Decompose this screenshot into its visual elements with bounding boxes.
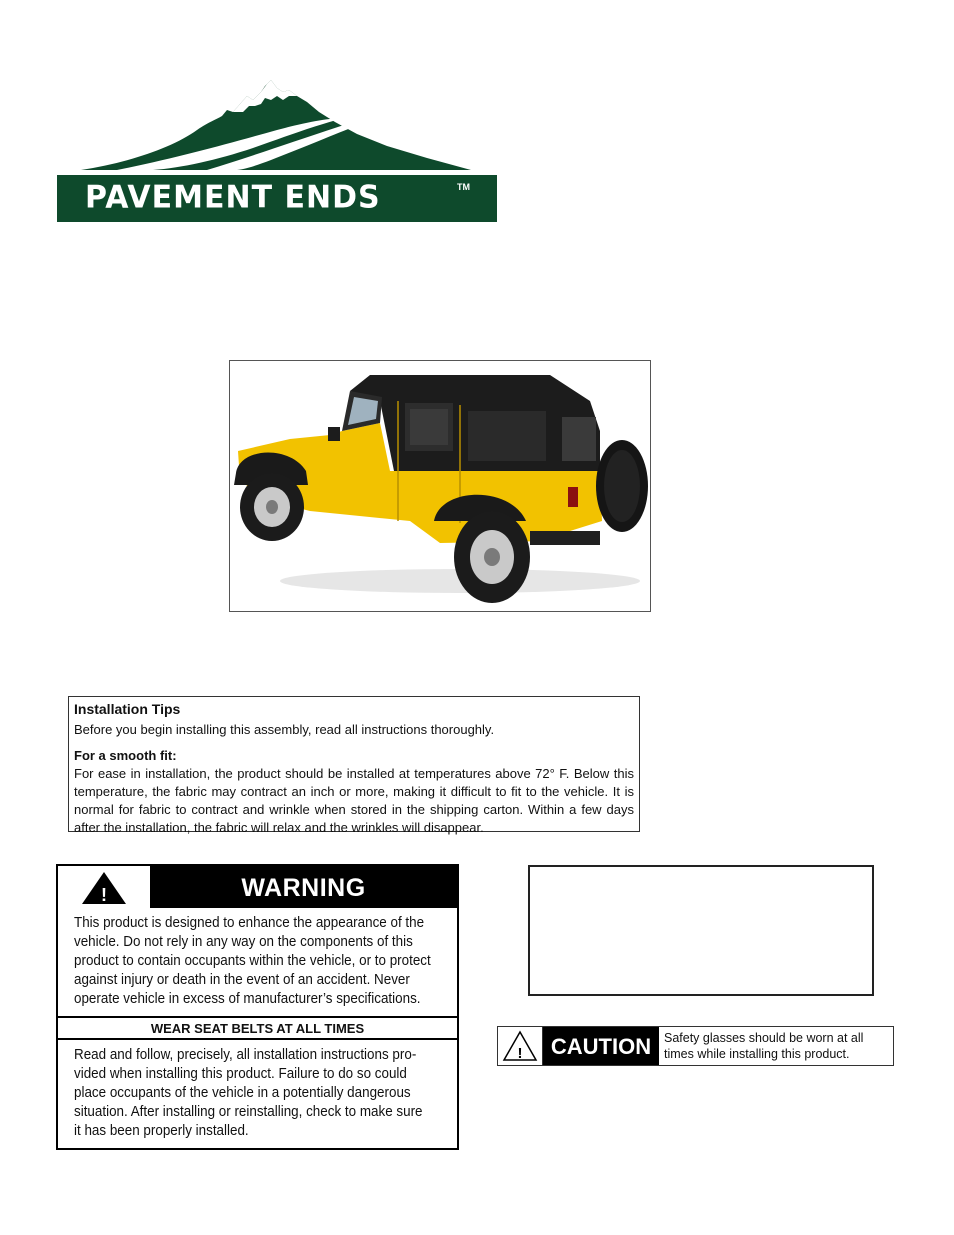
caution-triangle-icon	[498, 1027, 542, 1065]
warning-header	[58, 866, 457, 908]
blank-notice-box	[528, 865, 874, 996]
pavement-ends-logo	[57, 78, 497, 223]
tips-body: For ease in installation, the product should be installed at temperatures above 72° F. Below this temperature, the fabric may contract an inch or more, making it difficult to fit to the vehicle. It is normal for fabric to contract and wrinkle when stored in the shipping carton. Within a few days after the installation, the fabric will relax and the wrinkles will disappear.	[74, 766, 634, 835]
warning-divider	[58, 1038, 457, 1040]
caution-line: times while installing this product.	[664, 1047, 850, 1061]
logo-trademark: TM	[457, 182, 470, 192]
caution-box	[497, 1026, 894, 1066]
warning-text-1	[74, 914, 451, 1009]
product-photo	[229, 360, 651, 612]
mountain-logo-icon	[57, 78, 497, 178]
seatbelt-notice: WEAR SEAT BELTS AT ALL TIMES	[150, 1021, 365, 1036]
caution-symbol: !	[517, 1045, 523, 1062]
jeep-wrangler-soft-top-photo	[230, 361, 650, 611]
warning-box	[56, 864, 459, 1150]
caution-line: Safety glasses should be worn at all	[664, 1031, 864, 1045]
warning-line: it has been properly installed.	[74, 1123, 249, 1139]
warning-symbol-panel	[58, 866, 150, 908]
warning-line: operate vehicle in excess of manufacturer’s specifications.	[74, 991, 421, 1007]
tips-subheading: For a smooth fit:	[74, 748, 177, 763]
caution-label: CAUTION	[543, 1027, 659, 1065]
tips-intro: Before you begin installing this assembly, read all instructions thoroughly.	[74, 722, 495, 737]
caution-symbol-panel	[498, 1027, 543, 1065]
warning-line: place occupants of the vehicle in a potentially dangerous	[74, 1085, 411, 1101]
installation-tips-box	[68, 696, 640, 835]
warning-line: Read and follow, precisely, all installation instructions pro-	[74, 1047, 417, 1063]
caution-text	[664, 1030, 890, 1062]
warning-line: vided when installing this product. Failure to do so could	[74, 1066, 407, 1082]
warning-line: product to contain occupants within the vehicle, or to protect	[74, 953, 431, 969]
warning-symbol: !	[101, 885, 107, 905]
tips-title: Installation Tips	[74, 701, 181, 717]
warning-triangle-icon	[58, 866, 150, 908]
warning-line: against injury or death in the event of an accident. Never	[74, 972, 410, 988]
warning-text-2	[74, 1046, 451, 1141]
logo-brand-text: PAVEMENT ENDS	[85, 179, 381, 216]
warning-line: vehicle. Do not rely in any way on the components of this	[74, 934, 413, 950]
warning-line: situation. After installing or reinstalling, check to make sure	[74, 1104, 423, 1120]
warning-title: WARNING	[241, 874, 366, 902]
warning-line: This product is designed to enhance the appearance of the	[74, 915, 425, 931]
